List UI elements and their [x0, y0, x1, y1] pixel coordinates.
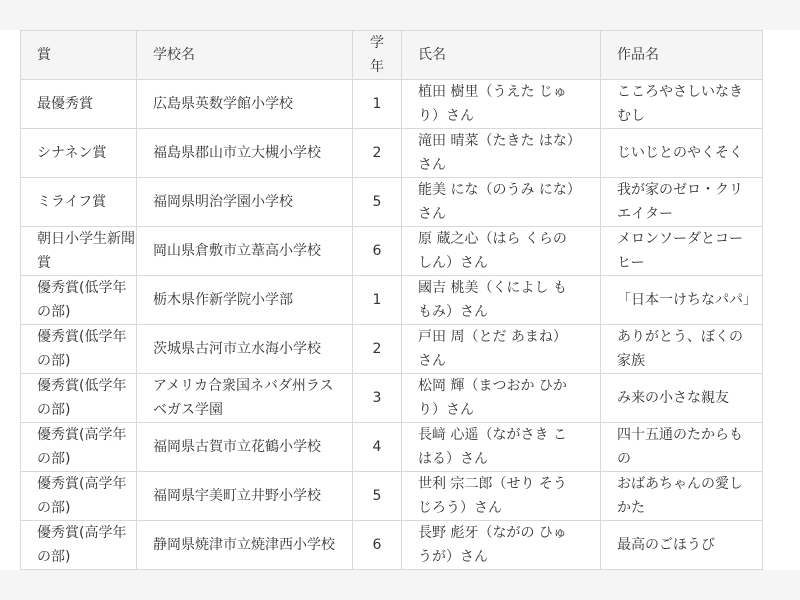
work-cell: 「日本一けちなパパ」: [601, 276, 763, 325]
name-cell: 原 蔵之心（はら くらのしん）さん: [402, 227, 601, 276]
name-cell: 長﨑 心遥（ながさき こはる）さん: [402, 423, 601, 472]
header-name: 氏名: [402, 31, 601, 80]
school-cell: 茨城県古河市立水海小学校: [137, 325, 353, 374]
grade-cell: 4: [353, 423, 402, 472]
table-row: [21, 227, 763, 276]
school-cell: 福岡県明治学園小学校: [137, 178, 353, 227]
grade-cell: 5: [353, 472, 402, 521]
name-cell: 滝田 晴菜（たきた はな）さん: [402, 129, 601, 178]
school-cell: 岡山県倉敷市立葦高小学校: [137, 227, 353, 276]
work-cell: み来の小さな親友: [601, 374, 763, 423]
work-cell: こころやさしいなきむし: [601, 80, 763, 129]
grade-cell: 2: [353, 325, 402, 374]
work-cell: ありがとう、ぼくの家族: [601, 325, 763, 374]
table-container: [0, 30, 800, 570]
work-cell: 四十五通のたからもの: [601, 423, 763, 472]
awards-table: [20, 30, 763, 570]
award-cell: 最優秀賞: [21, 80, 137, 129]
grade-cell: 2: [353, 129, 402, 178]
name-cell: 國吉 桃美（くによし ももみ）さん: [402, 276, 601, 325]
name-cell: 長野 彪牙（ながの ひゅうが）さん: [402, 521, 601, 570]
header-work: 作品名: [601, 31, 763, 80]
name-cell: 能美 にな（のうみ にな）さん: [402, 178, 601, 227]
bottom-band: [0, 570, 800, 600]
grade-cell: 3: [353, 374, 402, 423]
school-cell: 静岡県焼津市立焼津西小学校: [137, 521, 353, 570]
name-cell: 植田 樹里（うえた じゅり）さん: [402, 80, 601, 129]
table-row: [21, 521, 763, 570]
header-award: 賞: [21, 31, 137, 80]
award-cell: 優秀賞(高学年の部): [21, 423, 137, 472]
work-cell: おばあちゃんの愛しかた: [601, 472, 763, 521]
top-band: [0, 0, 800, 30]
table-row: [21, 325, 763, 374]
award-cell: 朝日小学生新聞賞: [21, 227, 137, 276]
award-cell: 優秀賞(低学年の部): [21, 276, 137, 325]
grade-cell: 6: [353, 227, 402, 276]
table-row: [21, 472, 763, 521]
header-school: 学校名: [137, 31, 353, 80]
name-cell: 戸田 周（とだ あまね）さん: [402, 325, 601, 374]
award-cell: 優秀賞(低学年の部): [21, 374, 137, 423]
table-row: [21, 178, 763, 227]
school-cell: 栃木県作新学院小学部: [137, 276, 353, 325]
table-row: [21, 80, 763, 129]
header-grade: 学 年: [353, 31, 402, 80]
award-cell: ミライフ賞: [21, 178, 137, 227]
school-cell: アメリカ合衆国ネバダ州ラスベガス学園: [137, 374, 353, 423]
work-cell: 我が家のゼロ・クリエイター: [601, 178, 763, 227]
award-cell: 優秀賞(高学年の部): [21, 521, 137, 570]
work-cell: じいじとのやくそく: [601, 129, 763, 178]
table-row: [21, 423, 763, 472]
grade-cell: 5: [353, 178, 402, 227]
table-row: [21, 374, 763, 423]
school-cell: 福島県郡山市立大槻小学校: [137, 129, 353, 178]
work-cell: 最高のごほうび: [601, 521, 763, 570]
award-cell: シナネン賞: [21, 129, 137, 178]
school-cell: 福岡県古賀市立花鶴小学校: [137, 423, 353, 472]
name-cell: 松岡 輝（まつおか ひかり）さん: [402, 374, 601, 423]
work-cell: メロンソーダとコーヒー: [601, 227, 763, 276]
table-header-row: [21, 31, 763, 80]
grade-cell: 6: [353, 521, 402, 570]
award-cell: 優秀賞(高学年の部): [21, 472, 137, 521]
name-cell: 世利 宗二郎（せり そうじろう）さん: [402, 472, 601, 521]
school-cell: 広島県英数学館小学校: [137, 80, 353, 129]
grade-cell: 1: [353, 276, 402, 325]
award-cell: 優秀賞(低学年の部): [21, 325, 137, 374]
grade-cell: 1: [353, 80, 402, 129]
table-row: [21, 276, 763, 325]
table-row: [21, 129, 763, 178]
school-cell: 福岡県宇美町立井野小学校: [137, 472, 353, 521]
